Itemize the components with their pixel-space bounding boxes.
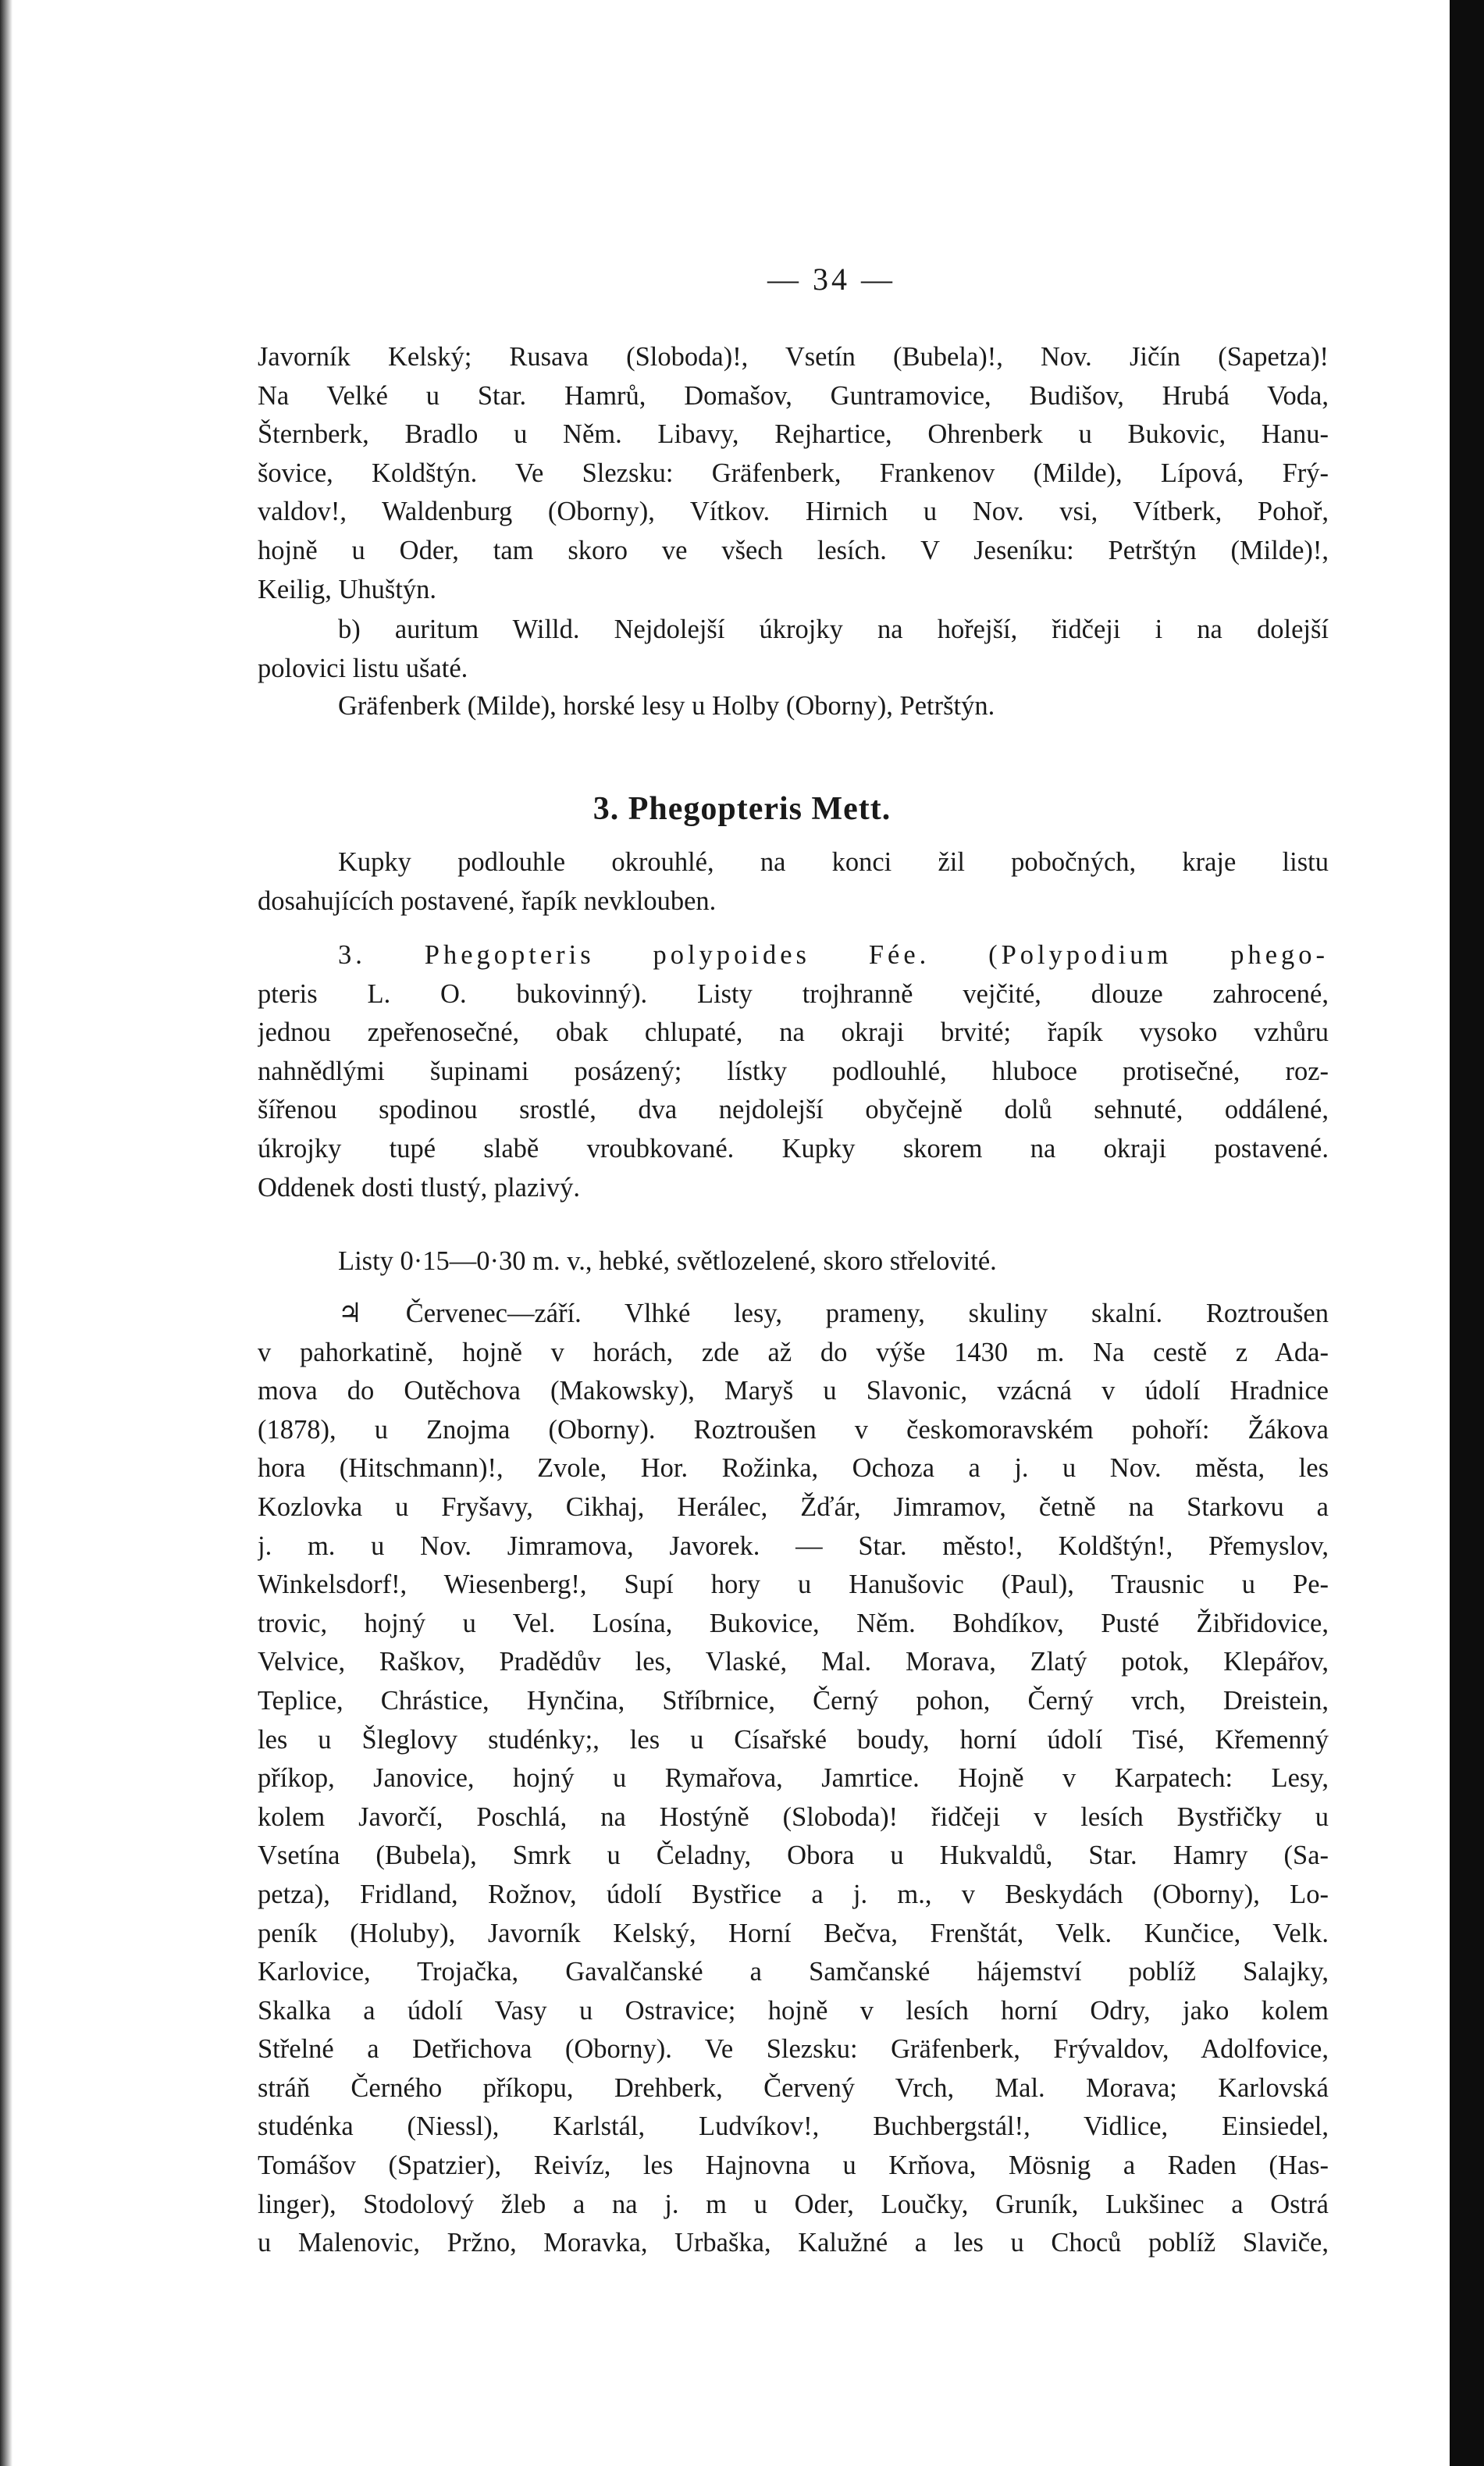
text-line: Kozlovka u Fryšavy, Cikhaj, Herálec, Žďár, Jimramov, četně na Starkovu a [258,1491,1329,1522]
text-line: (1878), u Znojma (Oborny). Roztroušen v českomoravském pohoří: Žákova [258,1414,1329,1445]
text-line: jednou zpeřenosečné, obak chlupaté, na okraji brvité; řapík vysoko vzhůru [258,1017,1329,1048]
scan-left-edge [0,0,12,2466]
text-line: Šternberk, Bradlo u Něm. Libavy, Rejhartice, Ohrenberk u Bukovic, Hanu- [258,419,1329,450]
text-line: b) auritum Willd. Nejdolejší úkrojky na hořejší, řidčeji i na dolejší [338,615,1329,644]
text-line: linger), Stodolový žleb a na j. m u Oder, Loučky, Gruník, Lukšinec a Ostrá [258,2189,1329,2219]
page-number: — 34 — [767,262,895,297]
text-line: úkrojky tupé slabě vroubkované. Kupky skorem na okraji postavené. [258,1133,1329,1164]
text-line: Teplice, Chrástice, Hynčina, Stříbrnice, Černý pohon, Černý vrch, Dreistein, [258,1685,1329,1716]
text-line: Javorník Kelský; Rusava (Sloboda)!, Vsetín (Bubela)!, Nov. Jičín (Sapetza)! [258,342,1329,372]
text-line: Winkelsdorf!, Wiesenberg!, Supí hory u Hanušovic (Paul), Trausnic u Pe- [258,1570,1329,1600]
text-line: Velvice, Raškov, Pradědův les, Vlaské, Mal. Morava, Zlatý potok, Klepářov, [258,1647,1329,1677]
text-line: mova do Outěchova (Makowsky), Maryš u Slavonic, vzácná v údolí Hradnice [258,1376,1329,1406]
text-line: Keilig, Uhuštýn. [258,574,437,604]
text-line: Tomášov (Spatzier), Reivíz, les Hajnovna u Krňova, Mösnig a Raden (Has- [258,2151,1329,2181]
text-line: hora (Hitschmann)!, Zvole, Hor. Rožinka, Ochoza a j. u Nov. města, les [258,1453,1329,1484]
paragraph-auritum-localities [258,687,1329,726]
text-line: pteris L. O. bukovinný). Listy trojhranně vejčité, dlouze zahrocené, [258,978,1329,1009]
text-line: u Malenovic, Pržno, Moravka, Urbaška, Kalužné a les u Choců poblíž Slaviče, [258,2228,1329,2258]
text-line: Kupky podlouhle okrouhlé, na konci žil pobočných, kraje listu [338,847,1329,877]
text-line: peník (Holuby), Javorník Kelský, Horní Bečva, Frenštát, Velk. Kunčice, Velk. [258,1918,1329,1948]
text-line: šířenou spodinou srostlé, dva nejdolejší obyčejně dolů sehnuté, oddálené, [258,1095,1329,1125]
text-line: nahnědlými šupinami posázený; lístky podlouhlé, hluboce protisečné, roz- [258,1056,1329,1086]
text-line: dosahujících postavené, řapík nevklouben. [258,886,717,916]
text-line: Oddenek dosti tlustý, plazivý. [258,1172,580,1203]
paragraph-species-description [258,936,1329,1207]
paragraph-locality-list [258,338,1329,609]
text-line: kolem Javorčí, Poschlá, na Hostýně (Sloboda)! řidčeji v lesích Bystřičky u [258,1801,1329,1832]
text-line: petza), Fridland, Rožnov, údolí Bystřice a j. m., v Beskydách (Oborny), Lo- [258,1879,1329,1909]
paragraph-distribution [258,1295,1329,2263]
text-line: hojně u Oder, tam skoro ve všech lesích. V Jeseníku: Petrštýn (Milde)!, [258,535,1329,565]
text-line: v pahorkatině, hojně v horách, zde až do výše 1430 m. Na cestě z Ada- [258,1337,1329,1367]
paragraph-genus-description [258,843,1329,921]
text-line: ♃ Červenec—září. Vlhké lesy, prameny, skuliny skalní. Roztroušen [338,1299,1329,1328]
text-line: les u Šleglovy studénky;, les u Císařské boudy, horní údolí Tisé, Křemenný [258,1724,1329,1755]
text-line: 3. Phegopteris polypoides Fée. (Polypodium phego- [338,940,1329,970]
text-line: studénka (Niessl), Karlstál, Ludvíkov!, Buchbergstál!, Vidlice, Einsiedel, [258,2111,1329,2142]
paragraph-variety-auritum [258,611,1329,688]
text-line: Na Velké u Star. Hamrů, Domašov, Guntramovice, Budišov, Hrubá Voda, [258,380,1329,411]
text-line: Listy 0·15—0·30 m. v., hebké, světlozelené, skoro střelovité. [338,1246,997,1276]
text-line: j. m. u Nov. Jimramova, Javorek. — Star. město!, Koldštýn!, Přemyslov, [258,1531,1329,1561]
text-line: valdov!, Waldenburg (Oborny), Vítkov. Hirnich u Nov. vsi, Vítberk, Pohoř, [258,497,1329,527]
text-line: šovice, Koldštýn. Ve Slezsku: Gräfenberk, Frankenov (Milde), Lípová, Frý- [258,458,1329,488]
text-line: Skalka a údolí Vasy u Ostravice; hojně v lesích horní Odry, jako kolem [258,1995,1329,2026]
text-line: Gräfenberk (Milde), horské lesy u Holby (Oborny), Petrštýn. [338,691,995,721]
text-line: příkop, Janovice, hojný u Rymařova, Jamrtice. Hojně v Karpatech: Lesy, [258,1763,1329,1794]
section-heading: 3. Phegopteris Mett. [593,791,891,827]
text-line: polovici listu ušaté. [258,653,468,683]
text-line: Karlovice, Trojačka, Gavalčanské a Samčanské hájemství poblíž Salajky, [258,1957,1329,1987]
paragraph-leaf-size [258,1242,1329,1281]
text-line: Střelné a Detřichova (Oborny). Ve Slezsku: Gräfenberk, Frývaldov, Adolfovice, [258,2034,1329,2065]
text-line: Vsetína (Bubela), Smrk u Čeladny, Obora u Hukvaldů, Star. Hamry (Sa- [258,1841,1329,1871]
text-line: trovic, hojný u Vel. Losína, Bukovice, Něm. Bohdíkov, Pusté Žibřidovice, [258,1608,1329,1638]
text-line: stráň Černého příkopu, Drehberk, Červený Vrch, Mal. Morava; Karlovská [258,2072,1329,2103]
scan-right-edge [1450,0,1484,2466]
